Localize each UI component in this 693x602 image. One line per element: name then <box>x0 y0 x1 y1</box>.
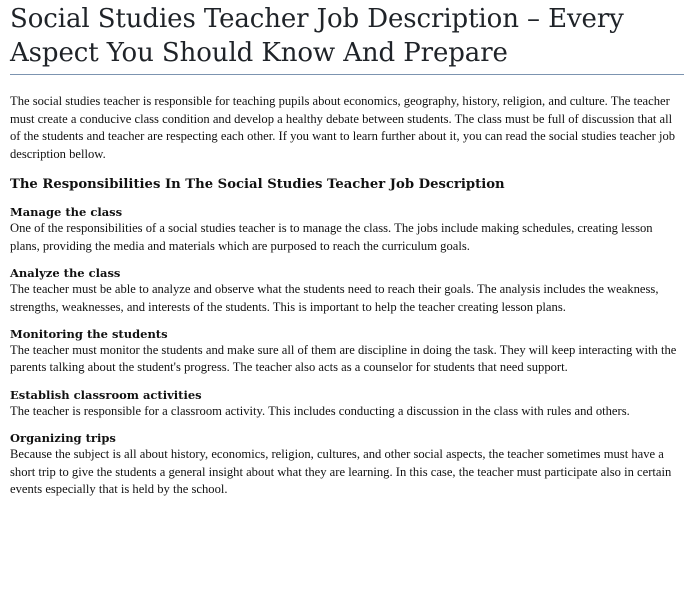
responsibility-title: Establish classroom activities <box>10 387 202 402</box>
responsibility-body: The teacher must be able to analyze and observe what the students need to reach their goals. The analysis includes the weakness, strengths, weaknesses, and interests of the students. This is important to help the teacher creating lesson plans. <box>10 282 659 314</box>
responsibility-body: The teacher must monitor the students and make sure all of them are discipline in doing the task. They will keep interacting with the parents talking about the student's progress. The teacher also acts as a counselor for students that need support. <box>10 343 677 375</box>
section-heading: The Responsibilities In The Social Studies Teacher Job Description <box>10 177 505 193</box>
responsibility-item-analyze-class <box>10 266 684 316</box>
intro-paragraph: The social studies teacher is responsible for teaching pupils about economics, geography, history, religion, and culture. The teacher must create a conducive class condition and develop a healthy debate between students. The class must be full of discussion that all of the students and teacher are respecting each other. If you want to learn further about it, you can read the social studies teacher job description bellow. <box>10 94 676 161</box>
page-title-line-1: Social Studies Teacher Job Description – Every <box>10 4 624 34</box>
responsibility-body: One of the responsibilities of a social studies teacher is to manage the class. The jobs include making schedules, creating lesson plans, providing the media and materials which are purposed to reach the curriculum goals. <box>10 221 653 253</box>
responsibility-title: Analyze the class <box>10 266 121 281</box>
responsibility-item-classroom-activities <box>10 388 684 420</box>
responsibility-item-monitoring-students <box>10 327 684 377</box>
page-title-line-2: Aspect You Should Know And Prepare <box>10 38 508 68</box>
responsibility-body: Because the subject is all about history, economics, religion, cultures, and other social aspects, the teacher sometimes must have a short trip to give the students a general insight about what they are learning. In this case, the teacher must participate also in certain events especially that is held by the school. <box>10 447 672 497</box>
responsibility-item-manage-class <box>10 205 684 255</box>
responsibility-title: Organizing trips <box>10 431 116 446</box>
page-title <box>10 2 684 70</box>
responsibility-title: Manage the class <box>10 205 123 220</box>
responsibility-title: Monitoring the students <box>10 327 168 341</box>
document-page <box>10 0 684 498</box>
responsibility-body: The teacher is responsible for a classroom activity. This includes conducting a discussion in the class with rules and others. <box>10 403 630 418</box>
title-divider <box>10 74 684 75</box>
responsibility-item-organizing-trips <box>10 431 684 498</box>
